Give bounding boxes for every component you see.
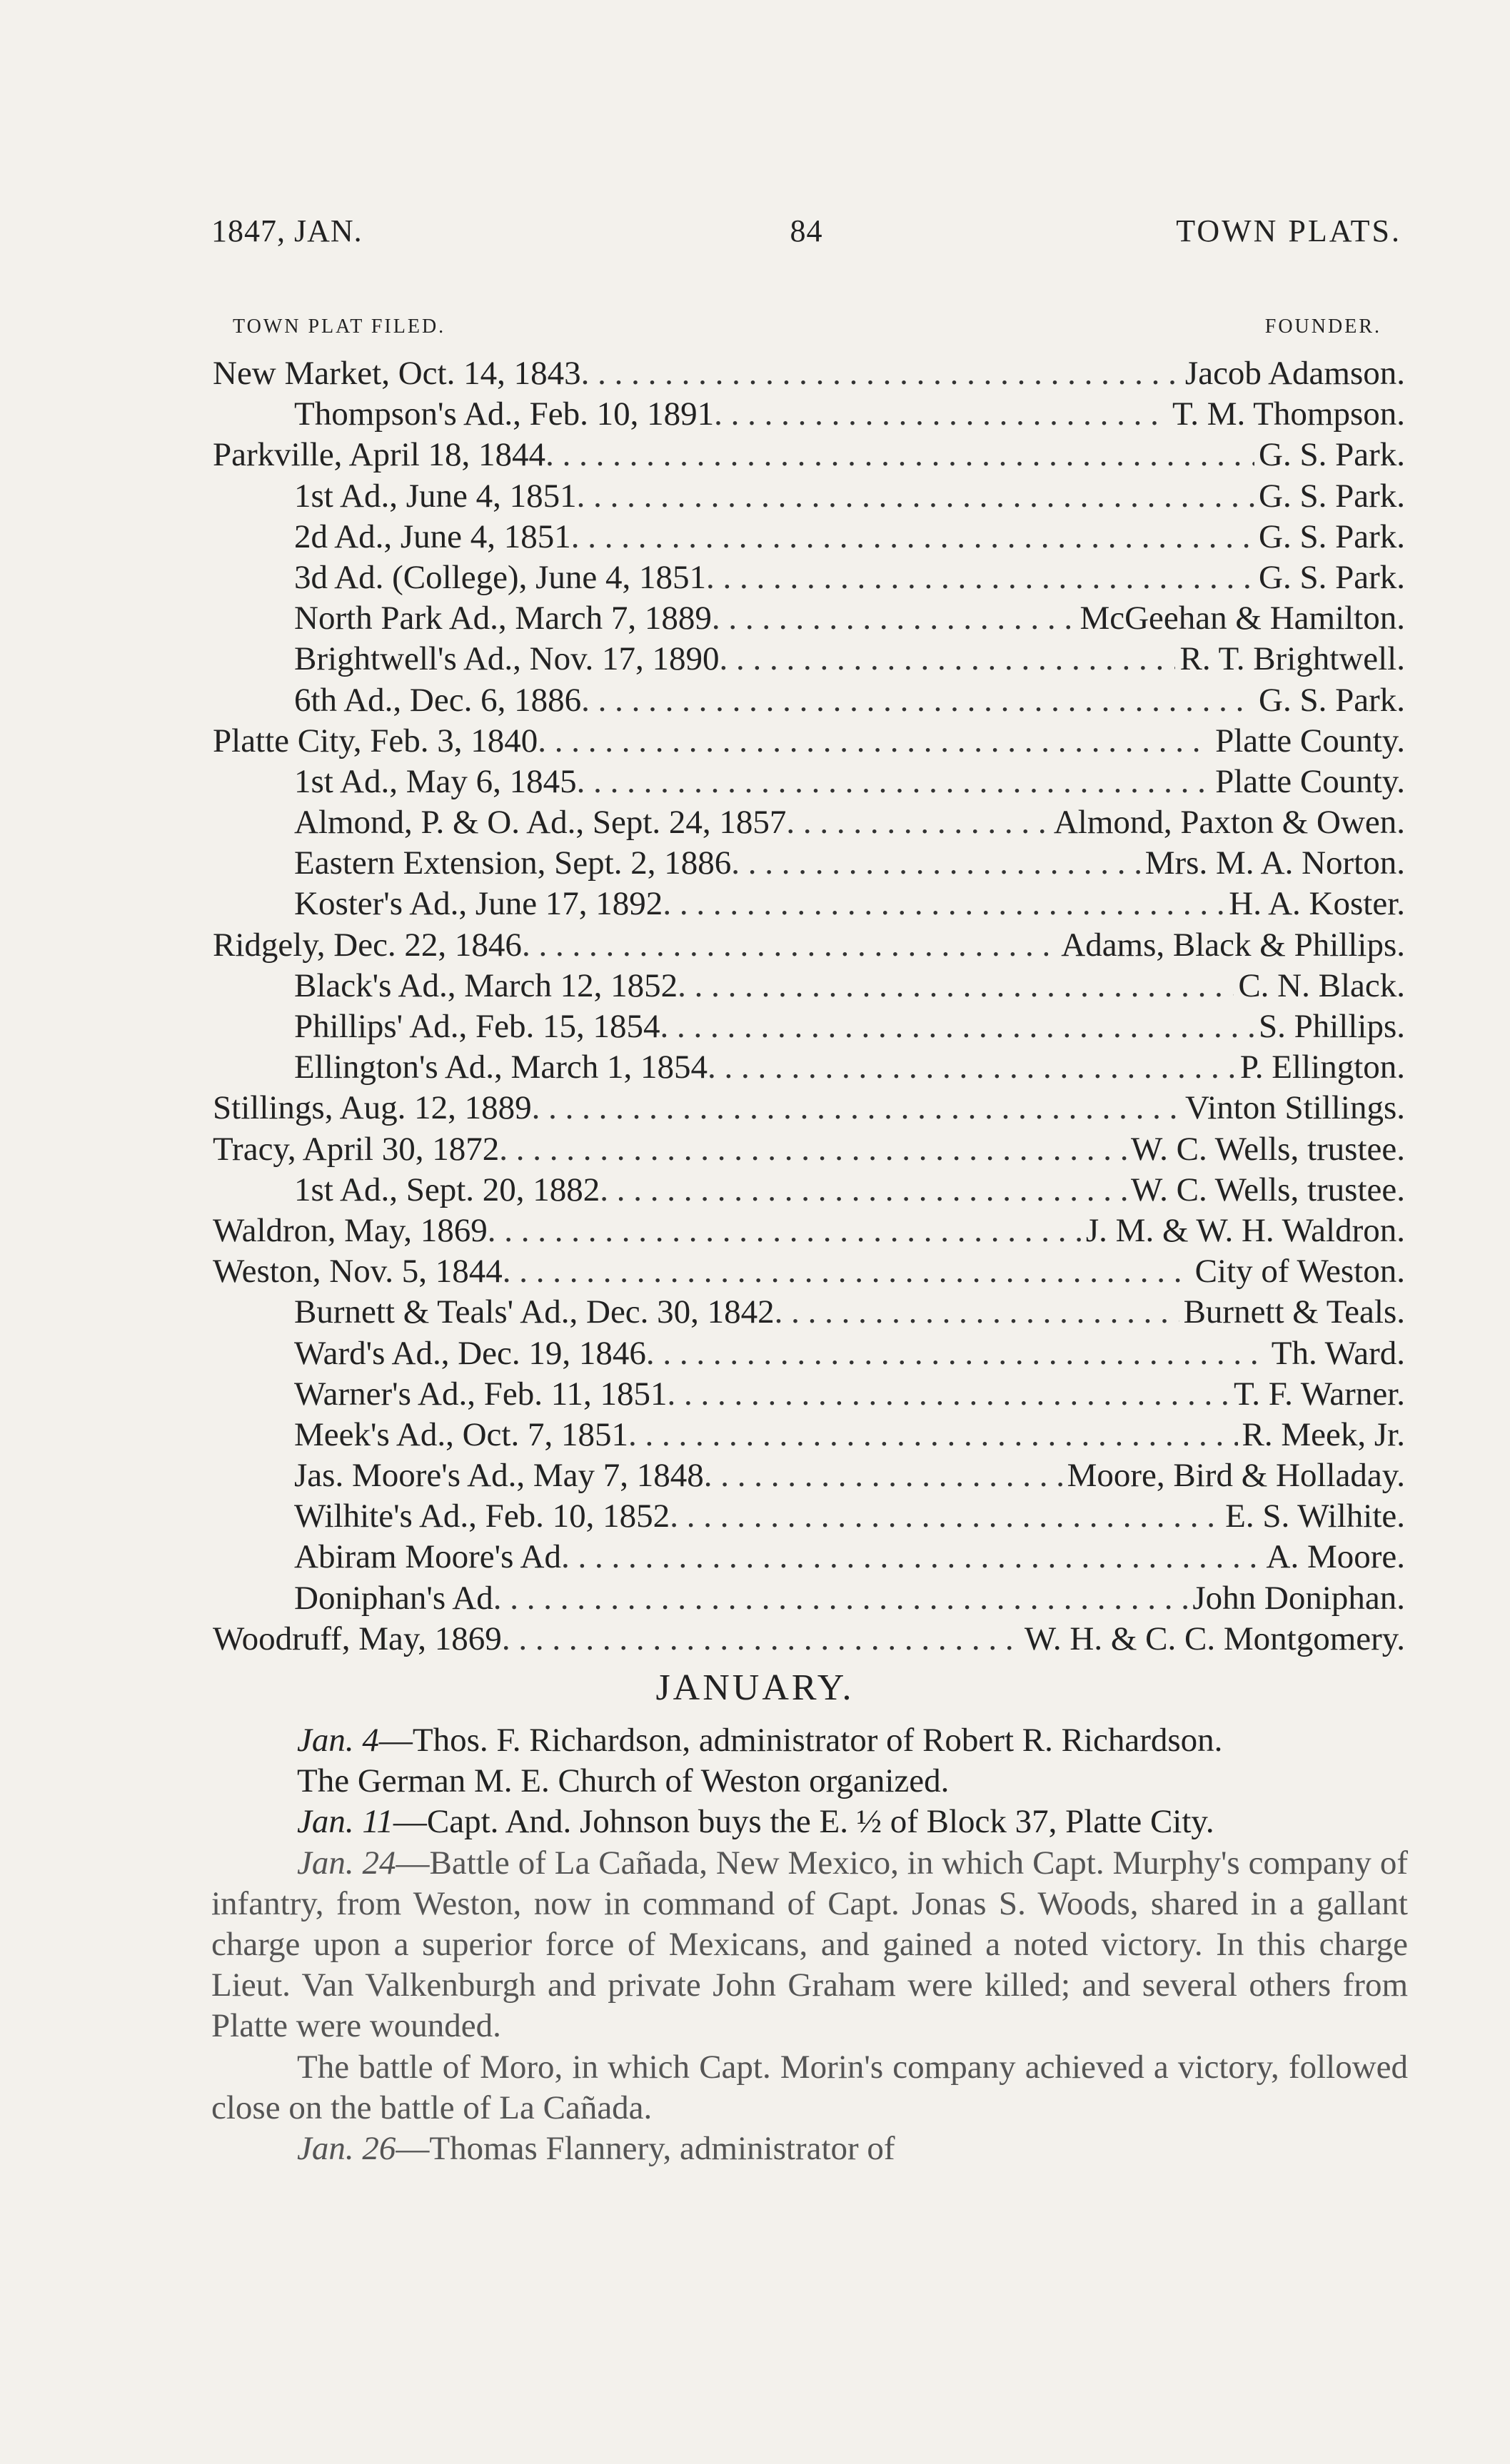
column-headings xyxy=(233,315,1381,344)
town-plat-entry xyxy=(213,966,1405,1006)
town-plat-entry xyxy=(213,1211,1405,1251)
page-number: 84 xyxy=(790,213,823,248)
running-head-date: 1847, JAN. xyxy=(211,213,363,248)
plat-founder: G. S. Park. xyxy=(1259,436,1405,474)
dot-leader xyxy=(670,1496,1221,1537)
plat-founder: T. F. Warner. xyxy=(1233,1375,1405,1413)
dot-leader xyxy=(731,843,1141,884)
town-plat-entry xyxy=(213,680,1405,721)
dot-leader xyxy=(775,1292,1179,1333)
town-plat-entry xyxy=(213,721,1405,762)
plat-name: Weston, Nov. 5, 1844 xyxy=(213,1253,503,1291)
plat-founder: G. S. Park. xyxy=(1259,517,1405,555)
plat-founder: R. Meek, Jr. xyxy=(1242,1415,1405,1453)
dot-leader xyxy=(503,1251,1191,1292)
town-plat-entry xyxy=(213,476,1405,517)
town-plat-entry xyxy=(213,1088,1405,1129)
plat-founder: A. Moore. xyxy=(1266,1538,1405,1576)
town-plat-entry xyxy=(213,884,1405,924)
plat-founder: Mrs. M. A. Norton. xyxy=(1144,844,1405,882)
plat-name: Brightwell's Ad., Nov. 17, 1890 xyxy=(294,640,720,678)
plat-founder: Moore, Bird & Holladay. xyxy=(1067,1457,1405,1495)
dot-leader xyxy=(704,1455,1063,1496)
town-plat-entry xyxy=(213,435,1405,475)
plat-name: Doniphan's Ad xyxy=(294,1579,493,1617)
town-plat-entry xyxy=(213,1537,1405,1577)
town-plat-entry xyxy=(213,598,1405,639)
plat-name: 2d Ad., June 4, 1851 xyxy=(294,517,571,555)
plat-name: Ridgely, Dec. 22, 1846 xyxy=(213,926,522,964)
dot-leader xyxy=(488,1211,1082,1251)
town-plat-entry xyxy=(213,1496,1405,1537)
town-plat-entry xyxy=(213,1415,1405,1455)
plat-name: Meek's Ad., Oct. 7, 1851 xyxy=(294,1415,628,1453)
plat-founder: J. M. & W. H. Waldron. xyxy=(1085,1211,1405,1249)
town-plat-entry xyxy=(213,1129,1405,1170)
town-plat-entry xyxy=(213,925,1405,966)
plat-name: Thompson's Ad., Feb. 10, 1891 xyxy=(294,395,715,433)
plat-founder: C. N. Black. xyxy=(1238,966,1405,1004)
plat-name: 1st Ad., Sept. 20, 1882 xyxy=(294,1171,600,1208)
plat-name: Abiram Moore's Ad xyxy=(294,1538,561,1576)
running-head xyxy=(211,213,1401,253)
dot-leader xyxy=(538,721,1211,762)
dot-leader xyxy=(660,1006,1254,1047)
entry-text: —Battle of La Cañada, New Mexico, in which Capt. Murphy's company of infantry, from Weston, now in command of Capt. Jonas S. Woods, shared in a gallant charge upon a superior force of Mexicans, and gained a noted victory. In this charge Lieut. Van Valkenburgh and private John Graham were killed; and several others from Platte were wounded. xyxy=(211,1844,1408,2045)
dot-leader xyxy=(502,1619,1020,1660)
town-plat-entry xyxy=(213,1455,1405,1496)
plat-name: Jas. Moore's Ad., May 7, 1848 xyxy=(294,1457,704,1495)
plat-founder: Almond, Paxton & Owen. xyxy=(1053,804,1405,842)
town-plat-list xyxy=(213,353,1405,1660)
plat-name: Warner's Ad., Feb. 11, 1851 xyxy=(294,1375,668,1413)
dot-leader xyxy=(571,517,1254,557)
chronicle-paragraph xyxy=(211,2129,1408,2169)
running-head-title: TOWN PLATS. xyxy=(1176,213,1401,248)
plat-name: Stillings, Aug. 12, 1889 xyxy=(213,1089,532,1127)
plat-name: 3d Ad. (College), June 4, 1851 xyxy=(294,558,706,596)
plat-name: Ellington's Ad., March 1, 1854 xyxy=(294,1049,708,1086)
plat-name: Koster's Ad., June 17, 1892 xyxy=(294,885,663,923)
plat-founder: W. H. & C. C. Montgomery. xyxy=(1024,1620,1405,1657)
plat-founder: H. A. Koster. xyxy=(1229,885,1405,923)
town-plat-entry xyxy=(213,353,1405,394)
plat-founder: G. S. Park. xyxy=(1259,681,1405,719)
entry-date: Jan. 24 xyxy=(297,1844,396,1882)
plat-name: Black's Ad., March 12, 1852 xyxy=(294,966,678,1004)
entry-text: —Thomas Flannery, administrator of xyxy=(396,2130,895,2168)
dot-leader xyxy=(499,1129,1127,1170)
plat-founder: Adams, Black & Phillips. xyxy=(1061,926,1405,964)
column-heading-founder: FOUNDER. xyxy=(1264,315,1381,338)
entry-text: The battle of Moro, in which Capt. Morin's company achieved a victory, followed close on the battle of La Cañada. xyxy=(211,2048,1408,2126)
plat-name: Almond, P. & O. Ad., Sept. 24, 1857 xyxy=(294,804,787,842)
town-plat-entry xyxy=(213,1170,1405,1211)
plat-founder: G. S. Park. xyxy=(1259,558,1405,596)
plat-name: 1st Ad., June 4, 1851 xyxy=(294,477,577,515)
plat-founder: W. C. Wells, trustee. xyxy=(1131,1130,1405,1168)
entry-date: Jan. 26 xyxy=(297,2130,396,2168)
dot-leader xyxy=(600,1170,1127,1211)
chronicle-paragraph xyxy=(211,1802,1408,1842)
town-plat-entry xyxy=(213,639,1405,680)
plat-name: Phillips' Ad., Feb. 15, 1854 xyxy=(294,1008,660,1045)
plat-name: North Park Ad., March 7, 1889 xyxy=(294,600,712,637)
dot-leader xyxy=(577,762,1212,802)
plat-founder: Burnett & Teals. xyxy=(1183,1293,1405,1331)
entry-date: Jan. 11 xyxy=(297,1803,393,1841)
plat-name: New Market, Oct. 14, 1843 xyxy=(213,355,581,392)
town-plat-entry xyxy=(213,1374,1405,1415)
plat-name: Burnett & Teals' Ad., Dec. 30, 1842 xyxy=(294,1293,775,1331)
town-plat-entry xyxy=(213,517,1405,557)
dot-leader xyxy=(581,353,1181,394)
town-plat-entry xyxy=(213,1251,1405,1292)
section-title: JANUARY. xyxy=(655,1667,855,1708)
plat-founder: McGeehan & Hamilton. xyxy=(1079,600,1405,637)
town-plat-entry xyxy=(213,1619,1405,1660)
plat-founder: Jacob Adamson. xyxy=(1184,355,1405,392)
town-plat-entry xyxy=(213,1578,1405,1619)
plat-name: Platte City, Feb. 3, 1840 xyxy=(213,722,538,759)
column-heading-town-plat: TOWN PLAT FILED. xyxy=(233,315,446,338)
dot-leader xyxy=(581,680,1254,721)
dot-leader xyxy=(720,639,1176,680)
town-plat-entry xyxy=(213,1047,1405,1088)
plat-founder: W. C. Wells, trustee. xyxy=(1131,1171,1405,1208)
town-plat-entry xyxy=(213,557,1405,598)
plat-founder: S. Phillips. xyxy=(1258,1008,1405,1045)
chronicle-paragraph xyxy=(211,2047,1408,2129)
entry-date: Jan. 4 xyxy=(297,1722,379,1759)
dot-leader xyxy=(646,1333,1267,1374)
plat-founder: P. Ellington. xyxy=(1239,1049,1405,1086)
dot-leader xyxy=(678,966,1234,1006)
dot-leader xyxy=(706,557,1254,598)
plat-founder: Th. Ward. xyxy=(1271,1334,1405,1372)
dot-leader xyxy=(628,1415,1238,1455)
town-plat-entry xyxy=(213,802,1405,843)
dot-leader xyxy=(708,1047,1236,1088)
dot-leader xyxy=(577,476,1254,517)
plat-founder: John Doniphan. xyxy=(1192,1579,1405,1617)
chronicle-paragraph xyxy=(211,1761,1408,1802)
plat-founder: T. M. Thompson. xyxy=(1172,395,1405,433)
dot-leader xyxy=(668,1374,1229,1415)
dot-leader xyxy=(561,1537,1262,1577)
plat-name: 1st Ad., May 6, 1845 xyxy=(294,762,577,800)
plat-name: Parkville, April 18, 1844 xyxy=(213,436,546,474)
plat-name: 6th Ad., Dec. 6, 1886 xyxy=(294,681,582,719)
plat-name: Waldron, May, 1869 xyxy=(213,1211,488,1249)
dot-leader xyxy=(532,1088,1181,1129)
plat-founder: E. S. Wilhite. xyxy=(1225,1498,1405,1535)
plat-founder: City of Weston. xyxy=(1194,1253,1405,1291)
entry-text: —Capt. And. Johnson buys the E. ½ of Block 37, Platte City. xyxy=(393,1803,1214,1841)
plat-name: Ward's Ad., Dec. 19, 1846 xyxy=(294,1334,646,1372)
chronicle-paragraph xyxy=(211,1843,1408,2047)
town-plat-entry xyxy=(213,843,1405,884)
dot-leader xyxy=(714,394,1168,435)
plat-name: Eastern Extension, Sept. 2, 1886 xyxy=(294,844,732,882)
chronicle-text xyxy=(211,1720,1408,2169)
dot-leader xyxy=(663,884,1224,924)
plat-name: Wilhite's Ad., Feb. 10, 1852 xyxy=(294,1498,670,1535)
town-plat-entry xyxy=(213,1006,1405,1047)
town-plat-entry xyxy=(213,394,1405,435)
plat-founder: Platte County. xyxy=(1215,762,1405,800)
plat-founder: Platte County. xyxy=(1215,722,1405,759)
town-plat-entry xyxy=(213,1292,1405,1333)
dot-leader xyxy=(493,1578,1189,1619)
plat-founder: G. S. Park. xyxy=(1259,477,1405,515)
dot-leader xyxy=(522,925,1057,966)
dot-leader xyxy=(712,598,1076,639)
plat-name: Tracy, April 30, 1872 xyxy=(213,1130,500,1168)
plat-founder: R. T. Brightwell. xyxy=(1179,640,1405,678)
entry-text: The German M. E. Church of Weston organized. xyxy=(297,1762,950,1800)
entry-text: —Thos. F. Richardson, administrator of Robert R. Richardson. xyxy=(378,1722,1223,1759)
plat-founder: Vinton Stillings. xyxy=(1185,1089,1405,1127)
town-plat-entry xyxy=(213,762,1405,802)
dot-leader xyxy=(545,435,1254,475)
town-plat-entry xyxy=(213,1333,1405,1374)
chronicle-paragraph xyxy=(211,1720,1408,1761)
dot-leader xyxy=(786,802,1049,843)
plat-name: Woodruff, May, 1869 xyxy=(213,1620,502,1657)
